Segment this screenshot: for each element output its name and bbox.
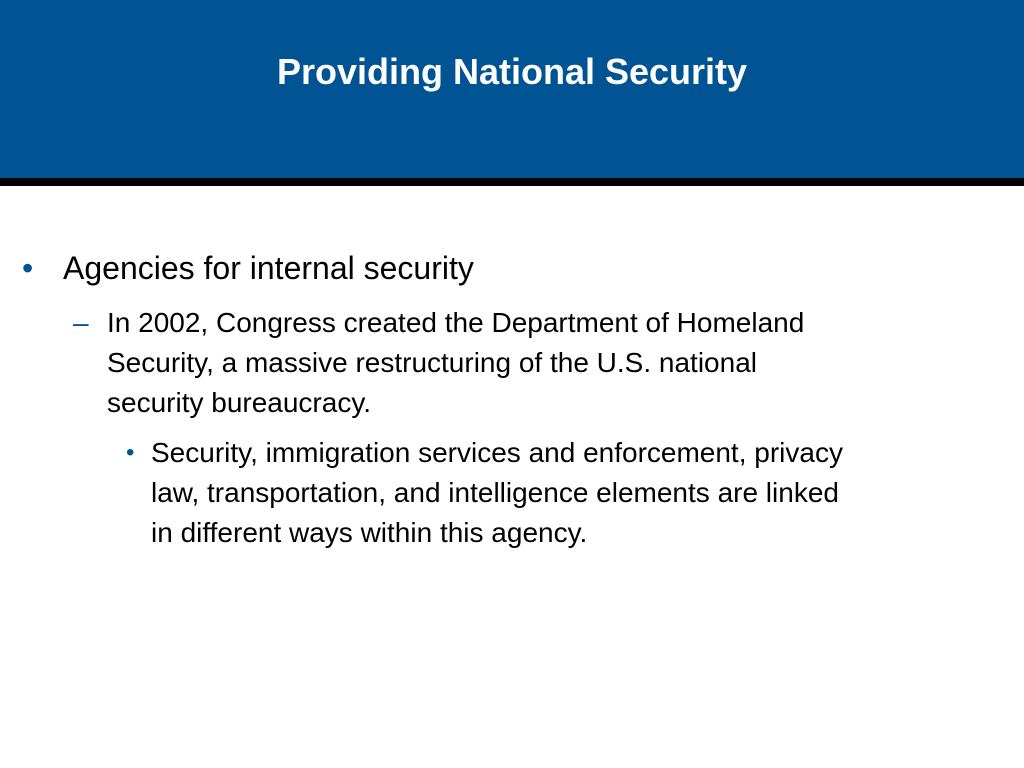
bullet-marker: • xyxy=(22,250,34,286)
sub-sub-bullet-line: Security, immigration services and enforcement, privacy xyxy=(151,437,843,468)
bullet-text: Agencies for internal security xyxy=(63,250,474,286)
sub-sub-bullet-line: law, transportation, and intelligence elements are linked xyxy=(151,477,839,508)
sub-bullet-line: Security, a massive restructuring of the U.S. national xyxy=(107,347,757,378)
dash-marker: – xyxy=(73,307,89,338)
sub-bullet-line: In 2002, Congress created the Department of Homeland xyxy=(107,307,805,338)
sub-sub-bullet-line: in different ways within this agency. xyxy=(151,517,588,548)
sub-sub-bullet-text xyxy=(151,433,1003,553)
bullet-marker: • xyxy=(126,439,135,466)
sub-bullet-line: security bureaucracy. xyxy=(107,387,372,418)
slide-title: Providing National Security xyxy=(276,51,748,92)
sub-bullet-text xyxy=(107,303,967,423)
